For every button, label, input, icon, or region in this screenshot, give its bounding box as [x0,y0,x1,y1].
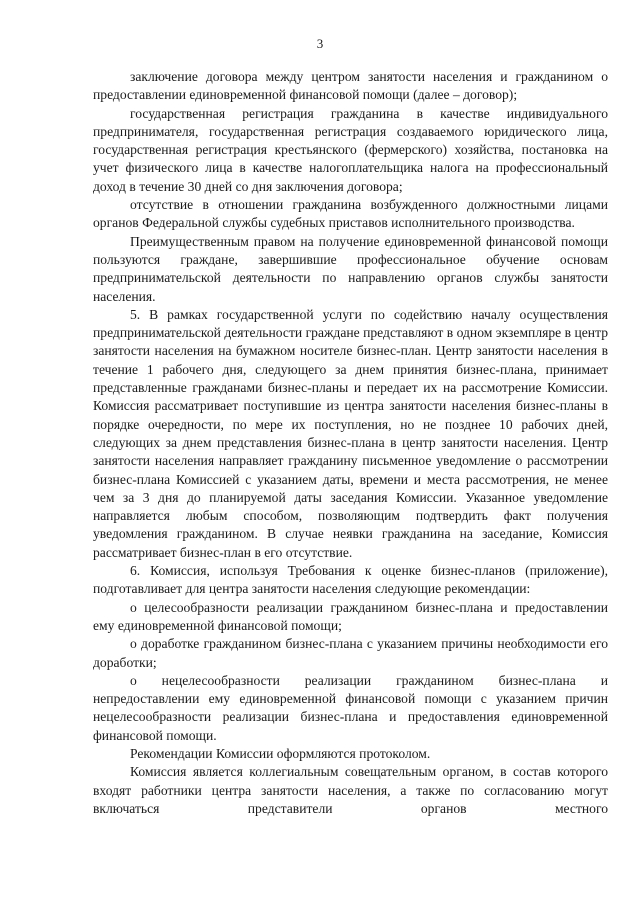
paragraph-priority-right: Преимущественным правом на получение единовременной финансовой помощи пользуются граждане, завершившие профессиональное обучение основам предпринимательской деятельности по направлению органов службы занятости населения. [93,233,608,304]
paragraph-contract-conclusion: заключение договора между центром занятости населения и гражданином о предоставлении единовременной финансовой помощи (далее – договор); [93,69,608,103]
paragraph-item-6-recommendations: 6. Комиссия, используя Требования к оценке бизнес-планов (приложение), подготавливает для центра занятости населения следующие рекомендации: [93,563,608,597]
page-number: 3 [316,36,324,51]
paragraph-item-5-business-plan: 5. В рамках государственной услуги по содействию началу осуществления предпринимательской деятельности граждане представляют в одном экземпляре в центр занятости населения на бумажном носителе бизнес-план. Центр занятости населения в течение 1 рабочего дня, следующего за днем принятия бизнес-плана, принимает представленные гражданами бизнес-планы и передает их на рассмотрение Комиссии. Комиссия рассматривает поступившие из центра занятости населения бизнес-планы в порядке очередности, по мере их поступления, но не позднее 10 рабочих дней, следующих за днем представления бизнес-плана в центр занятости населения. Центр занятости населения направляет гражданину письменное уведомление о рассмотрении бизнес-плана Комиссией с указанием даты, времени и места рассмотрения, не менее чем за 3 дня до планируемой даты заседания Комиссии. Указанное уведомление направляется любым способом, позволяющим подтвердить факт получения уведомления гражданином. В случае неявки гражданина на заседание, Комиссия рассматривает бизнес-план в его отсутствие. [93,306,608,560]
recommendation-expedient: о целесообразности реализации гражданином бизнес-плана и предоставлении ему единовременной финансовой помощи; [93,599,608,633]
document-body [93,68,608,818]
paragraph-state-registration: государственная регистрация гражданина в качестве индивидуального предпринимателя, государственная регистрация создаваемого юридического лица, государственная регистрация крестьянского (фермерского) хозяйства, постановка на учет физического лица в качестве налогоплательщика налога на профессиональный доход в течение 30 дней со дня заключения договора; [93,105,608,194]
paragraph-no-enforcement-proceedings: отсутствие в отношении гражданина возбужденного должностными лицами органов Федеральной службы судебных приставов исполнительного производства. [93,197,608,231]
paragraph-protocol: Рекомендации Комиссии оформляются протоколом. [130,745,431,761]
recommendation-inexpedient: о нецелесообразности реализации гражданином бизнес-плана и непредоставлении ему единовременной финансовой помощи с указанием причин нецелесообразности реализации бизнес-плана и предоставления единовременной финансовой помощи. [93,672,608,743]
paragraph-commission-composition: Комиссия является коллегиальным совещательным органом, в состав которого входят работники центра занятости населения, а также по согласованию могут включаться представители органов местного [93,764,608,816]
recommendation-revision: о доработке гражданином бизнес-плана с указанием причины необходимости его доработки; [93,636,608,670]
